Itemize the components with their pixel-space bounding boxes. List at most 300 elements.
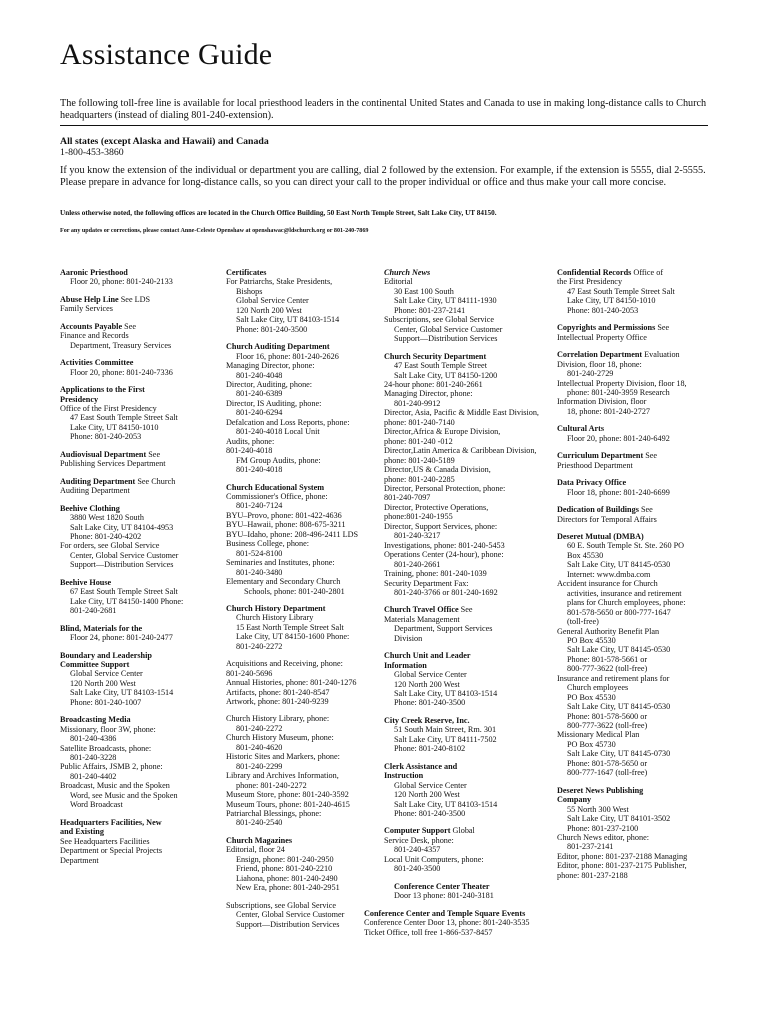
entry-line: Annual Histories, phone: 801-240-1276 bbox=[226, 678, 357, 688]
directory-column-4 bbox=[557, 268, 715, 888]
entry-line: 800-777-3622 (toll-free) bbox=[567, 721, 648, 731]
entry-line: Floor 18, phone: 801-240-6699 bbox=[567, 487, 670, 497]
entry-line: Lake City, UT 84150-1400 Phone: bbox=[70, 596, 184, 606]
entry-heading-suffix: Evaluation bbox=[642, 350, 680, 360]
entry-heading: Computer Support Global bbox=[384, 826, 475, 836]
entry-line: Salt Lake City, UT 84103-1514 bbox=[394, 799, 498, 809]
entry-heading-suffix: See Church bbox=[135, 476, 176, 486]
directory-entry bbox=[60, 268, 212, 287]
entry-line: 801-240-5696 bbox=[226, 668, 273, 678]
entry-line: Salt Lake City, UT 84145-0730 bbox=[567, 749, 671, 759]
entry-line: Phone: 801-578-5600 or bbox=[567, 711, 648, 721]
entry-heading: Church History Department bbox=[226, 603, 326, 613]
entry-line: Support—Distribution Services bbox=[394, 334, 498, 344]
entry-line: Church employees bbox=[567, 683, 629, 693]
toll-free-label: All states (except Alaska and Hawaii) and Canada bbox=[60, 136, 269, 147]
entry-line: 801-240-4018 Local Unit bbox=[236, 427, 320, 437]
entry-line: Director, Protective Operations, bbox=[384, 502, 489, 512]
entry-line: 801-240-4018 bbox=[226, 446, 273, 456]
entry-line: Global Service Center bbox=[394, 670, 467, 680]
entry-line: 801-240-9912 bbox=[394, 398, 441, 408]
entry-line: Floor 20, phone: 801-240-6492 bbox=[567, 433, 670, 443]
entry-line: PO Box 45530 bbox=[567, 635, 616, 645]
entry-line: 801-240-6294 bbox=[236, 408, 283, 418]
entry-line: Subscriptions, see Global Service bbox=[384, 315, 495, 325]
directory-entry bbox=[557, 505, 715, 524]
entry-line: Church History Museum, phone: bbox=[226, 733, 334, 743]
directory-entry bbox=[384, 605, 554, 643]
entry-line: Church News editor, phone: bbox=[557, 833, 649, 843]
entry-heading: Church Travel Office See bbox=[384, 605, 473, 615]
entry-line: 55 North 300 West bbox=[567, 804, 629, 814]
entry-heading: Dedication of Buildings See bbox=[557, 505, 653, 515]
entry-line: 801-240-3480 bbox=[236, 567, 283, 577]
entry-heading: Blind, Materials for the bbox=[60, 623, 143, 633]
entry-line: Floor 24, phone: 801-240-2477 bbox=[70, 633, 173, 643]
entry-line: Subscriptions, see Global Service bbox=[226, 900, 337, 910]
entry-line: Global Service Center bbox=[70, 669, 143, 679]
entry-heading: Church Magazines bbox=[226, 835, 293, 845]
entry-heading-suffix: See bbox=[122, 321, 136, 331]
directory-entry bbox=[226, 604, 382, 651]
entry-line: Salt Lake City, UT 84145-0530 bbox=[567, 560, 671, 570]
entry-line: 801-240-3217 bbox=[394, 531, 441, 541]
entry-line: 3880 West 1820 South bbox=[70, 513, 145, 523]
entry-line: Door 13 phone: 801-240-3181 bbox=[394, 891, 494, 901]
entry-line: Library and Archives Information, bbox=[226, 771, 339, 781]
entry-line: phone: 801-240-3959 Research bbox=[567, 387, 670, 397]
entry-line: Managing Director, phone: bbox=[226, 361, 315, 371]
entry-line: Conference Center Door 13, phone: 801-240-3535 bbox=[364, 918, 530, 928]
entry-line: phone: 801-240-2285 bbox=[384, 474, 455, 484]
entry-line: Ticket Office, toll free 1-866-537-8457 bbox=[364, 927, 493, 937]
entry-line: Investigations, phone: 801-240-5453 bbox=[384, 540, 505, 550]
toll-free-line bbox=[60, 136, 710, 158]
extension-instructions: If you know the extension of the individual or department you are calling, dial 2 followed by the extension. For example, if the extension is 5555, dial 2-5555. Please prepare in advance for long-distance calls, so you can direct your call to the proper individual or office and thus make your call more concise. bbox=[60, 165, 706, 188]
entry-line: BYU–Idaho, phone: 208-496-2411 LDS bbox=[226, 529, 359, 539]
entry-line: 67 East South Temple Street Salt bbox=[70, 587, 178, 597]
entry-line: Satellite Broadcasts, phone: bbox=[60, 743, 152, 753]
entry-heading: Certificates bbox=[226, 268, 267, 277]
entry-line: Schools, phone: 801-240-2801 bbox=[244, 586, 345, 596]
entry-line: Elementary and Secondary Church bbox=[226, 577, 341, 587]
entry-line: Company bbox=[557, 795, 592, 805]
entry-line: Phone: 801-237-2100 bbox=[567, 823, 639, 833]
entry-heading: Data Privacy Office bbox=[557, 478, 627, 488]
entry-line: BYU–Hawaii, phone: 808-675-3211 bbox=[226, 520, 346, 530]
entry-line: Materials Management bbox=[384, 614, 460, 624]
directory-entry bbox=[60, 818, 212, 865]
entry-line: Salt Lake City, UT 84111-1930 bbox=[394, 296, 497, 306]
entry-line: FM Group Audits, phone: bbox=[236, 455, 321, 465]
entry-line: Phone: 801-578-5650 or bbox=[567, 758, 648, 768]
intro-paragraph: The following toll-free line is available for local priesthood leaders in the continental United States and Canada to use in making long-distance calls to Church headquarters (instead of dialing 801-240-extension). bbox=[60, 98, 707, 121]
entry-line: New Era, phone: 801-240-2951 bbox=[236, 883, 340, 893]
entry-line: Missionary, floor 3W, phone: bbox=[60, 724, 156, 734]
entry-line: 120 North 200 West bbox=[394, 790, 460, 800]
entry-line: Director, Personal Protection, phone: bbox=[384, 483, 506, 493]
entry-line: Audits, phone: bbox=[226, 436, 275, 446]
entry-line: 60 E. South Temple St. Ste. 260 PO bbox=[567, 541, 685, 551]
entry-line: Ensign, phone: 801-240-2950 bbox=[236, 854, 334, 864]
entry-line: Priesthood Department bbox=[557, 460, 633, 470]
entry-line: Artwork, phone: 801-240-9239 bbox=[226, 697, 329, 707]
entry-line: Director,Latin America & Caribbean Division, bbox=[384, 446, 537, 456]
entry-line: Department, Treasury Services bbox=[70, 340, 172, 350]
entry-line: 120 North 200 West bbox=[70, 678, 136, 688]
entry-line: 801-240-4357 bbox=[394, 845, 441, 855]
entry-heading: Church News bbox=[384, 268, 431, 277]
directory-entry bbox=[60, 715, 212, 810]
entry-line: Finance and Records bbox=[60, 331, 129, 341]
entry-line: Historic Sites and Markers, phone: bbox=[226, 752, 340, 762]
entry-line: Family Services bbox=[60, 304, 113, 314]
entry-heading-suffix: Office of bbox=[631, 268, 664, 277]
entry-heading: Deseret Mutual (DMBA) bbox=[557, 531, 644, 541]
entry-line: Salt Lake City, UT 84145-0530 bbox=[567, 645, 671, 655]
entry-line: Director, IS Auditing, phone: bbox=[226, 398, 322, 408]
entry-line: Information bbox=[384, 660, 427, 670]
directory-entry bbox=[226, 342, 382, 474]
entry-line: Department, Support Services bbox=[394, 624, 493, 634]
directory-entry bbox=[384, 352, 554, 598]
entry-line: PO Box 45730 bbox=[567, 739, 616, 749]
directory-entry bbox=[384, 762, 554, 819]
directory-entry bbox=[60, 624, 212, 643]
entry-line: Center, Global Service Customer bbox=[394, 324, 503, 334]
entry-line: Floor 20, phone: 801-240-2133 bbox=[70, 277, 173, 287]
entry-line: Salt Lake City, UT 84103-1514 bbox=[70, 688, 174, 698]
entry-line: Museum Tours, phone: 801-240-4615 bbox=[226, 799, 350, 809]
entry-line: Salt Lake City, UT 84101-3502 bbox=[567, 814, 671, 824]
directory-entry bbox=[60, 651, 212, 708]
entry-line: Patriarchal Blessings, phone: bbox=[226, 809, 322, 819]
entry-heading: Curriculum Department See bbox=[557, 451, 658, 461]
entry-line: Public Affairs, JSMB 2, phone: bbox=[60, 762, 163, 772]
entry-heading: Boundary and Leadership bbox=[60, 650, 152, 660]
entry-line: Defalcation and Loss Reports, phone: bbox=[226, 417, 350, 427]
entry-heading: Conference Center and Temple Square Events bbox=[364, 908, 526, 918]
directory-entry bbox=[384, 882, 554, 901]
entry-line: Presidency bbox=[60, 394, 99, 404]
directory-entry bbox=[60, 322, 212, 350]
entry-line: 47 East South Temple Street Salt bbox=[70, 413, 178, 423]
location-note: Unless otherwise noted, the following offices are located in the Church Office Building, 50 East North Temple Street, Salt Lake City, UT 84150. bbox=[60, 209, 497, 217]
entry-line: Director, Auditing, phone: bbox=[226, 379, 313, 389]
directory-entry bbox=[557, 323, 715, 342]
entry-line: See Headquarters Facilities bbox=[60, 836, 150, 846]
directory-entry bbox=[557, 268, 715, 315]
entry-line: Local Unit Computers, phone: bbox=[384, 854, 484, 864]
entry-line: Center, Global Service Customer bbox=[70, 550, 179, 560]
entry-heading: Deseret News Publishing bbox=[557, 785, 644, 795]
entry-line: Seminaries and Institutes, phone: bbox=[226, 558, 335, 568]
corrections-note: For any updates or corrections, please contact Anne-Celeste Openshaw at openshawac@ldschurch.org or 801-240-7869 bbox=[60, 228, 369, 234]
entry-line: Insurance and retirement plans for bbox=[557, 673, 670, 683]
entry-line: Support—Distribution Services bbox=[236, 919, 340, 929]
entry-line: Commissioner's Office, phone: bbox=[226, 491, 328, 501]
entry-line: Phone: 801-240-3500 bbox=[394, 809, 466, 819]
entry-line: Intellectual Property Division, floor 18, bbox=[557, 378, 687, 388]
entry-line: 801-240-2681 bbox=[70, 606, 117, 616]
directory-entry bbox=[384, 268, 554, 344]
entry-line: Director,US & Canada Division, bbox=[384, 465, 491, 475]
entry-heading: Auditing Department See Church bbox=[60, 476, 176, 486]
directory-entry bbox=[60, 358, 212, 377]
directory-entry bbox=[226, 659, 382, 706]
entry-line: 51 South Main Street, Rm. 301 bbox=[394, 725, 497, 735]
entry-line: Department or Special Projects bbox=[60, 846, 163, 856]
entry-line: 801-240-2540 bbox=[236, 818, 283, 828]
entry-line: Division, floor 18, phone: bbox=[557, 359, 642, 369]
entry-line: Liahona, phone: 801-240-2490 bbox=[236, 873, 338, 883]
entry-line: Publishing Services Department bbox=[60, 459, 166, 469]
entry-heading: City Creek Reserve, Inc. bbox=[384, 715, 470, 725]
directory-entry bbox=[557, 786, 715, 881]
entry-line: Information Division, floor bbox=[557, 397, 647, 407]
entry-line: Salt Lake City, UT 84103-1514 bbox=[394, 689, 498, 699]
entry-line: 30 East 100 South bbox=[394, 286, 454, 296]
directory-entry bbox=[60, 477, 212, 496]
directory-entry bbox=[60, 385, 212, 442]
entry-line: BYU–Provo, phone: 801-422-4636 bbox=[226, 510, 342, 520]
entry-line: Phone: 801-578-5661 or bbox=[567, 654, 648, 664]
entry-line: Phone: 801-240-4202 bbox=[70, 531, 142, 541]
entry-line: Director, Asia, Pacific & Middle East Division, bbox=[384, 408, 539, 418]
directory-entry bbox=[384, 716, 554, 754]
entry-line: Floor 20, phone: 801-240-7336 bbox=[70, 367, 173, 377]
entry-line: Lake City, UT 84150-1010 bbox=[70, 422, 159, 432]
entry-line: Phone: 801-237-2141 bbox=[394, 305, 466, 315]
entry-heading: Clerk Assistance and bbox=[384, 761, 458, 771]
entry-line: Acquisitions and Receiving, phone: bbox=[226, 659, 343, 669]
entry-line: phone: 801-240-5189 bbox=[384, 455, 455, 465]
entry-line: Church History Library, phone: bbox=[226, 714, 330, 724]
entry-line: 801-240-4402 bbox=[70, 771, 117, 781]
entry-line: Bishops bbox=[236, 286, 263, 296]
entry-line: Artifacts, phone: 801-240-8547 bbox=[226, 687, 330, 697]
entry-line: Salt Lake City, UT 84111-7502 bbox=[394, 734, 497, 744]
entry-line: Global Service Center bbox=[236, 296, 309, 306]
entry-line: 801-240-3228 bbox=[70, 753, 117, 763]
entry-heading: Cultural Arts bbox=[557, 424, 605, 434]
entry-line: Phone: 801-240-1007 bbox=[70, 697, 142, 707]
entry-line: 801-240-7097 bbox=[384, 493, 431, 503]
directory-entry bbox=[384, 826, 554, 873]
entry-line: 801-240-7124 bbox=[236, 501, 283, 511]
entry-line: phone: 801-240-7140 bbox=[384, 417, 455, 427]
directory-entry bbox=[384, 651, 554, 708]
entry-line: 801-237-2141 bbox=[567, 842, 614, 852]
entry-line: Friend, phone: 801-240-2210 bbox=[236, 864, 333, 874]
entry-line: Museum Store, phone: 801-240-3592 bbox=[226, 790, 349, 800]
entry-line: (toll-free) bbox=[567, 617, 599, 627]
entry-line: Center, Global Service Customer bbox=[236, 910, 345, 920]
entry-line: phone: 801-237-2188 bbox=[557, 870, 628, 880]
entry-line: 801-240-4386 bbox=[70, 734, 117, 744]
entry-line: 801-240-2299 bbox=[236, 761, 283, 771]
directory-column-3 bbox=[364, 268, 554, 945]
entry-line: 801-240-2729 bbox=[567, 369, 614, 379]
entry-line: Missionary Medical Plan bbox=[557, 730, 640, 740]
entry-line: the First Presidency bbox=[557, 277, 623, 287]
directory-entry bbox=[226, 483, 382, 596]
entry-line: General Authority Benefit Plan bbox=[557, 626, 660, 636]
directory-column-2 bbox=[226, 268, 382, 937]
entry-line: Security Department Fax: bbox=[384, 578, 469, 588]
entry-heading: Audiovisual Department See bbox=[60, 449, 161, 459]
directory-entry bbox=[60, 504, 212, 570]
entry-heading: Church Security Department bbox=[384, 351, 487, 361]
entry-heading: Confidential Records Office of bbox=[557, 268, 664, 277]
directory-entry bbox=[364, 908, 554, 937]
entry-line: 801-578-5650 or 800-777-1647 bbox=[567, 607, 671, 617]
entry-line: Editorial, floor 24 bbox=[226, 845, 285, 855]
entry-line: plans for Church employees, phone: bbox=[567, 598, 686, 608]
page-title: Assistance Guide bbox=[60, 38, 273, 71]
header-divider bbox=[60, 125, 708, 126]
entry-line: Lake City, UT 84150-1010 bbox=[567, 296, 656, 306]
entry-line: 801-240-2272 bbox=[236, 723, 283, 733]
entry-line: activities, insurance and retirement bbox=[567, 588, 682, 598]
entry-heading: Abuse Help Line See LDS bbox=[60, 294, 151, 304]
entry-line: 801-240-4018 bbox=[236, 465, 283, 475]
entry-line: Department bbox=[60, 855, 99, 865]
entry-line: Box 45530 bbox=[567, 550, 604, 560]
entry-line: Phone: 801-240-2053 bbox=[70, 432, 142, 442]
entry-line: Internet: www.dmba.com bbox=[567, 569, 651, 579]
entry-heading: Church Educational System bbox=[226, 482, 325, 492]
directory-entry bbox=[226, 268, 382, 334]
directory-entry bbox=[557, 350, 715, 416]
entry-heading-suffix: See bbox=[643, 451, 658, 461]
entry-line: 800-777-1647 (toll-free) bbox=[567, 768, 648, 778]
entry-line: Service Desk, phone: bbox=[384, 835, 454, 845]
entry-line: Managing Director, phone: bbox=[384, 389, 473, 399]
entry-line: Salt Lake City, UT 84104-4953 bbox=[70, 522, 174, 532]
entry-line: Church History Library bbox=[236, 613, 314, 623]
entry-line: phone: 801-240 -012 bbox=[384, 436, 453, 446]
entry-line: 801-240-6389 bbox=[236, 389, 283, 399]
entry-line: Business College, phone: bbox=[226, 539, 310, 549]
entry-line: 47 East South Temple Street Salt bbox=[567, 286, 675, 296]
entry-heading: Church Unit and Leader bbox=[384, 651, 471, 661]
entry-line: 120 North 200 West bbox=[236, 305, 302, 315]
entry-line: phone: 801-240-2272 bbox=[236, 780, 307, 790]
entry-line: Salt Lake City, UT 84103-1514 bbox=[236, 315, 340, 325]
entry-line: Intellectual Property Office bbox=[557, 332, 647, 342]
entry-line: 801-240-3766 or 801-240-1692 bbox=[394, 587, 498, 597]
entry-line: PO Box 45530 bbox=[567, 692, 616, 702]
entry-heading-suffix: See bbox=[638, 505, 653, 515]
entry-line: 24-hour phone: 801-240-2661 bbox=[384, 379, 483, 389]
entry-line: Salt Lake City, UT 84150-1200 bbox=[394, 370, 498, 380]
entry-line: 801-240-2272 bbox=[236, 641, 283, 651]
entry-line: Editor, phone: 801-237-2175 Publisher, bbox=[557, 861, 687, 871]
entry-line: Support—Distribution Services bbox=[70, 560, 174, 570]
entry-line: and Existing bbox=[60, 827, 104, 837]
entry-line: 801-524-8100 bbox=[236, 548, 283, 558]
entry-line: 801-240-4620 bbox=[236, 742, 283, 752]
directory-entry bbox=[60, 450, 212, 469]
entry-heading: Conference Center Theater bbox=[394, 881, 490, 891]
entry-heading: Correlation Department Evaluation bbox=[557, 350, 680, 360]
entry-line: Committee Support bbox=[60, 659, 130, 669]
directory-entry bbox=[226, 836, 382, 893]
entry-heading-suffix: See LDS bbox=[118, 294, 151, 304]
entry-line: 18, phone: 801-240-2727 bbox=[567, 406, 651, 416]
directory-entry bbox=[226, 901, 382, 929]
entry-line: Floor 16, phone: 801-240-2626 bbox=[236, 351, 339, 361]
entry-line: Phone: 801-240-3500 bbox=[236, 324, 308, 334]
entry-line: Salt Lake City, UT 84145-0530 bbox=[567, 702, 671, 712]
entry-line: Word Broadcast bbox=[70, 800, 123, 810]
entry-line: For Patriarchs, Stake Presidents, bbox=[226, 277, 333, 287]
entry-heading-suffix: Global bbox=[450, 826, 475, 836]
entry-line: Lake City, UT 84150-1600 Phone: bbox=[236, 632, 350, 642]
directory-entry bbox=[60, 295, 212, 314]
entry-line: Training, phone: 801-240-1039 bbox=[384, 569, 487, 579]
entry-heading: Copyrights and Permissions See bbox=[557, 323, 670, 333]
entry-line: Directors for Temporal Affairs bbox=[557, 514, 657, 524]
entry-line: Office of the First Presidency bbox=[60, 403, 157, 413]
directory-column-1 bbox=[60, 268, 212, 873]
directory-entry bbox=[557, 424, 715, 443]
entry-line: 800-777-3622 (toll-free) bbox=[567, 664, 648, 674]
entry-heading: Beehive Clothing bbox=[60, 503, 120, 513]
entry-heading: Church Auditing Department bbox=[226, 342, 330, 352]
directory-entry bbox=[557, 451, 715, 470]
entry-heading: Headquarters Facilities, New bbox=[60, 817, 162, 827]
entry-line: Instruction bbox=[384, 771, 424, 781]
entry-line: Director, Support Services, phone: bbox=[384, 521, 498, 531]
entry-heading-suffix: See bbox=[655, 323, 670, 333]
entry-heading: Applications to the First bbox=[60, 385, 145, 395]
entry-heading-suffix: See bbox=[458, 605, 473, 615]
entry-line: Phone: 801-240-8102 bbox=[394, 744, 466, 754]
entry-line: 15 East North Temple Street Salt bbox=[236, 622, 344, 632]
entry-heading: Accounts Payable See bbox=[60, 321, 136, 331]
directory-entry bbox=[557, 478, 715, 497]
entry-heading: Aaronic Priesthood bbox=[60, 268, 128, 277]
entry-line: For orders, see Global Service bbox=[60, 541, 160, 551]
directory-entry bbox=[60, 578, 212, 616]
entry-line: Auditing Department bbox=[60, 486, 130, 496]
entry-heading: Beehive House bbox=[60, 577, 112, 587]
entry-line: 47 East South Temple Street bbox=[394, 361, 487, 371]
directory-entry bbox=[557, 532, 715, 778]
toll-free-phone: 1-800-453-3860 bbox=[60, 147, 124, 158]
entry-heading: Broadcasting Media bbox=[60, 715, 131, 725]
directory-entry bbox=[226, 714, 382, 827]
entry-line: Global Service Center bbox=[394, 780, 467, 790]
entry-line: Editor, phone: 801-237-2188 Managing bbox=[557, 851, 688, 861]
entry-line: Phone: 801-240-3500 bbox=[394, 698, 466, 708]
entry-line: Broadcast, Music and the Spoken bbox=[60, 781, 170, 791]
entry-line: 801-240-3500 bbox=[394, 864, 441, 874]
entry-line: Phone: 801-240-2053 bbox=[567, 305, 639, 315]
entry-heading: Activities Committee bbox=[60, 358, 134, 368]
entry-heading-suffix: See bbox=[146, 449, 161, 459]
entry-line: 801-240-4048 bbox=[236, 370, 283, 380]
entry-line: phone:801-240-1955 bbox=[384, 512, 453, 522]
entry-line: Division bbox=[394, 633, 423, 643]
entry-line: 801-240-2661 bbox=[394, 559, 441, 569]
entry-line: Operations Center (24-hour), phone: bbox=[384, 550, 504, 560]
entry-line: Word, see Music and the Spoken bbox=[70, 790, 178, 800]
entry-line: Accident insurance for Church bbox=[557, 579, 658, 589]
entry-line: Director,Africa & Europe Division, bbox=[384, 427, 501, 437]
